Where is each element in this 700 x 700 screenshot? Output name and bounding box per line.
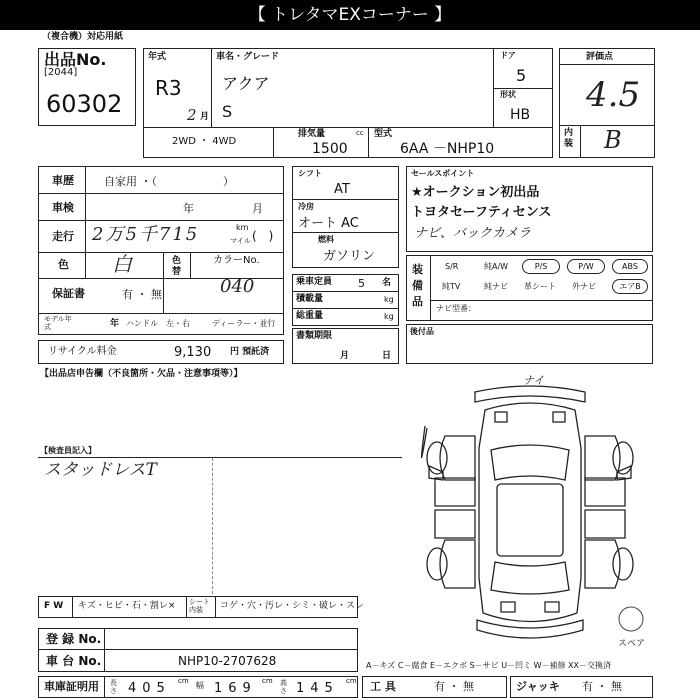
- model-year-year: 年: [110, 319, 120, 329]
- aftermarket-label: 後付品: [410, 327, 434, 336]
- equip-aw: 純A/W: [484, 262, 509, 271]
- doors-value: 5: [516, 66, 527, 85]
- year-era: R3: [155, 76, 182, 100]
- color-code: 040: [220, 276, 255, 297]
- ac-label: 冷房: [298, 202, 314, 211]
- recycle-amount: 9,130: [174, 345, 212, 360]
- color-value: 白: [112, 252, 132, 276]
- cert-wid-unit: cm: [262, 677, 273, 685]
- sales-line2: トヨタセーフティセンス: [411, 205, 552, 220]
- fuel-label: 燃料: [318, 235, 334, 244]
- notes-label: 【出品店申告欄（不良箇所・欠品・注意事項等）】: [40, 369, 243, 379]
- mileage-label: 走行: [52, 230, 74, 243]
- inspection-year: 年: [183, 202, 194, 215]
- recycle-unit: 円 預託済: [230, 347, 270, 357]
- docs-day: 日: [382, 351, 392, 361]
- fw-text: キズ・ヒビ・石・割レ×: [78, 601, 176, 611]
- lot-number: 60302: [46, 90, 123, 118]
- model-year-handle: ハンドル 左・右: [126, 319, 190, 328]
- warranty-value: 有 ・ 無: [122, 288, 162, 301]
- gross-unit: kg: [384, 312, 394, 321]
- equip-leather: 革シート: [524, 282, 556, 291]
- year-month-unit: 月: [200, 112, 210, 122]
- model-year-dealer: ディーラー・並行: [212, 319, 276, 328]
- damage-legend: A－キズ C－腐食 E－エクボ S－サビ U－凹ミ W－補修 XX－交換済: [366, 661, 612, 670]
- sales-line1: ★オークション初出品: [411, 185, 540, 200]
- drive-type: 2WD ・ 4WD: [172, 136, 237, 147]
- recycle-label: リサイクル料金: [48, 346, 117, 357]
- inspection-label: 車検: [52, 201, 74, 214]
- equip-nav-model: ナビ型番：: [436, 304, 476, 313]
- capacity-value: 5: [358, 277, 365, 290]
- fw-seat-label: シート内装: [189, 598, 210, 614]
- lot-label: 出品No.: [44, 50, 107, 69]
- year-label: 年式: [148, 52, 167, 62]
- displacement-value: 1500: [312, 141, 348, 157]
- body-label: 形状: [500, 90, 516, 99]
- tools-label: 工 具: [370, 680, 396, 693]
- capacity-unit: 名: [382, 278, 392, 288]
- docs-month: 月: [340, 351, 350, 361]
- doors-label: ドア: [500, 51, 516, 60]
- cert-len-label: 長さ: [110, 679, 117, 695]
- inspector-label: 【検査員記入】: [40, 446, 96, 455]
- color-code-label: カラーNo.: [213, 255, 260, 266]
- color-label: 色: [58, 258, 69, 271]
- cert-len-unit: cm: [178, 677, 189, 685]
- cert-hei-unit: cm: [346, 677, 357, 685]
- equip-navi: 純ナビ: [484, 282, 508, 291]
- type-value: 6AA －NHP10: [400, 141, 495, 157]
- model-grade: S: [222, 102, 233, 121]
- chassis-label: 車 台 No.: [46, 654, 102, 668]
- inspection-month: 月: [252, 202, 263, 215]
- shift-label: シフト: [298, 169, 322, 178]
- lot-stamp: [2044]: [44, 67, 78, 78]
- spare-tire-icon: [616, 604, 646, 634]
- mileage-value: 2万5千715: [92, 224, 200, 245]
- page-banner: 【 トレタマEXコーナー 】: [0, 0, 700, 30]
- docs-label: 書類期限: [296, 331, 333, 341]
- fw-label: F W: [44, 601, 64, 611]
- history-label: 車歴: [52, 174, 74, 187]
- history-value: 自家用 ・（ ）: [104, 175, 234, 188]
- equip-pw: P/W: [567, 259, 605, 274]
- equip-ext-navi: 外ナビ: [572, 282, 596, 291]
- fw-seat-text: コゲ・穴・汚レ・シミ・破レ・スレ: [220, 601, 365, 611]
- fuel-value: ガソリン: [323, 249, 376, 264]
- cert-wid-label: 幅: [196, 681, 204, 690]
- mileage-unit-km: km: [236, 223, 249, 232]
- model-label: 車名・グレード: [216, 52, 280, 62]
- equip-tv: 純TV: [442, 282, 461, 291]
- jack-value: 有 ・ 無: [582, 680, 622, 693]
- reg-no-label: 登 録 No.: [46, 632, 102, 646]
- color-change-label: 色替: [172, 256, 182, 277]
- load-label: 積載量: [296, 294, 324, 304]
- diagram-note: ナイ: [523, 374, 545, 387]
- model-year-label: モデル年式: [44, 315, 72, 331]
- equip-sr: S/R: [445, 262, 459, 271]
- sales-line3: ナビ、バックカメラ: [414, 226, 531, 241]
- sales-label: セールスポイント: [411, 169, 475, 178]
- year-month: 2: [187, 106, 197, 124]
- capacity-label: 乗車定員: [296, 277, 333, 287]
- score-value: 4.5: [586, 75, 641, 115]
- body-value: HB: [510, 107, 531, 123]
- equip-ps: P/S: [522, 259, 560, 274]
- displacement-label: 排気量: [298, 129, 326, 139]
- interior-label: 内装: [564, 128, 574, 149]
- cert-hei-label: 高さ: [280, 679, 287, 695]
- load-unit: kg: [384, 295, 394, 304]
- ac-value: オート AC: [298, 216, 359, 231]
- shift-value: AT: [334, 182, 350, 197]
- cert-wid: 169: [214, 681, 257, 696]
- cert-label: 車庫証明用: [44, 680, 99, 693]
- inspector-note: スタッドレスT: [44, 460, 157, 480]
- tools-value: 有 ・ 無: [434, 680, 474, 693]
- equip-airbag: エアB: [612, 279, 648, 294]
- jack-label: ジャッキ: [516, 680, 560, 693]
- mileage-unit-mile: マイル: [230, 237, 251, 245]
- gross-label: 総重量: [296, 311, 324, 321]
- cc-unit: cc: [356, 129, 364, 137]
- equip-abs: ABS: [612, 259, 648, 274]
- warranty-label: 保証書: [52, 287, 85, 300]
- chassis-value: NHP10-2707628: [178, 654, 277, 668]
- cert-len: 405: [128, 681, 171, 696]
- cert-hei: 145: [296, 681, 339, 696]
- equipment-label: 装備品: [412, 263, 423, 308]
- aftermarket-box: [406, 324, 653, 364]
- mileage-paren: ( ): [252, 229, 274, 243]
- header-note: （複合機）対応用紙: [42, 32, 124, 42]
- model-name: アクア: [222, 74, 270, 93]
- spare-label: スペア: [618, 639, 646, 649]
- interior-value: B: [604, 126, 622, 154]
- score-label: 評価点: [586, 52, 614, 62]
- type-label: 型式: [374, 129, 393, 139]
